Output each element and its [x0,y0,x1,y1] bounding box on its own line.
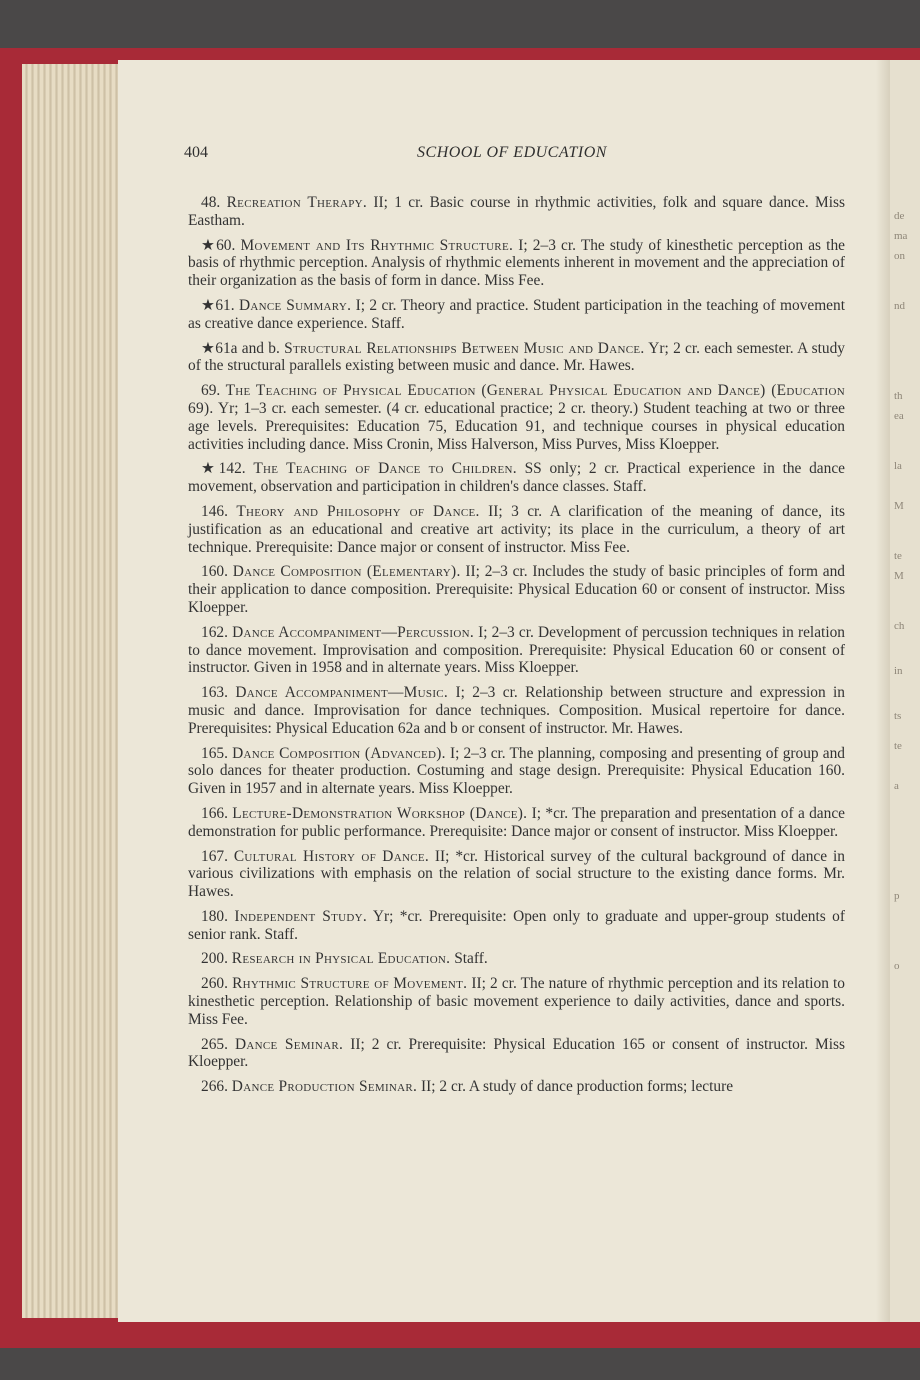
course-number: 167. [201,847,228,865]
course-number: 48. [201,194,221,211]
running-head: SCHOOL OF EDUCATION [417,144,607,161]
course-title: Dance Accompaniment—Percussion. [232,623,474,641]
course-description: I; 2–3 cr. Relationship between structure and expression in music and dance. Improvisation for dance techniques. Composition. Musical repertoire for dance. Prerequisites: Physical Education 62a and b or consent of instructor. Mr. Hawes. [188,684,845,737]
course-number: 180. [201,907,228,925]
course-description: SS only; 2 cr. Practical experience in the dance movement, observation and participation in children's dance classes. Staff. [188,460,845,496]
course-entry [188,950,845,968]
course-entry [188,624,845,677]
course-title: Structural Relationships Between Music and Dance. [284,339,645,357]
course-number: ★60. [201,236,236,254]
course-number: ★61. [201,296,235,314]
facing-page-fragment: te [894,550,902,562]
facing-page-fragment: p [894,890,900,902]
course-entry [188,848,845,901]
course-number: ★61a and b. [201,339,280,357]
course-number: 162. [201,623,228,641]
course-title: Rhythmic Structure of Movement. [232,975,468,993]
course-entry [188,805,845,841]
course-description: II; *cr. Historical survey of the cultural background of dance in various civilizations with emphasis on the relation of social structure to the existing dance forms. Mr. Hawes. [188,847,845,901]
course-number: 69. [201,382,221,400]
course-description: I; *cr. The preparation and presentation of a dance demonstration for public performance. Prerequisite: Dance major or consent of instructor. Miss Kloepper. [188,804,845,840]
course-description: II; 2–3 cr. Includes the study of basic principles of form and their application to dance composition. Prerequisite: Physical Education 60 or consent of instructor. Miss Kloepper. [188,563,845,616]
page-gutter [876,60,890,1322]
course-title: Dance Composition (Advanced). [232,744,446,762]
course-entry [188,684,845,737]
course-number: 266. [201,1078,228,1096]
facing-page-fragment: a [894,780,899,792]
course-title: Theory and Philosophy of Dance. [236,502,480,520]
course-description: II; 2 cr. The nature of rhythmic perception and its relation to kinesthetic perception. Relationship of basic movement experience to daily activities, dance and sports. Miss Fee. [188,975,845,1028]
facing-page-edge [888,60,920,1322]
course-entry [188,194,845,230]
facing-page-fragment: ch [894,620,905,632]
course-title: Dance Summary. [239,296,352,314]
course-description: I; 2 cr. Theory and practice. Student participation in the teaching of movement as creative dance experience. Staff. [188,296,845,332]
course-title: Movement and Its Rhythmic Structure. [240,236,514,254]
facing-page-fragment: la [894,460,902,472]
facing-page-fragment: ea [894,410,904,422]
course-description: Yr; 2 cr. each semester. A study of the structural parallels existing between music and dance. Mr. Hawes. [188,339,846,375]
course-number: 165. [201,744,228,762]
course-entry [188,1078,845,1096]
course-description: I; 2–3 cr. The planning, composing and presenting of group and solo dances for theater production. Costuming and stage design. Prerequisite: Physical Education 160. Given in 1957 and in alternate years. Miss Kloepper. [188,744,845,798]
course-title: Lecture-Demonstration Workshop (Dance). [232,804,528,822]
facing-page-fragment: th [894,390,903,402]
page-number: 404 [184,144,208,161]
course-description: Staff. [454,950,488,968]
course-title: Dance Composition (Elementary). [232,563,461,581]
facing-page-fragment: ma [894,230,908,242]
course-entry [188,563,845,616]
course-number: 260. [201,975,228,993]
course-description: II; 2 cr. Prerequisite: Physical Education 165 or consent of instructor. Miss Kloepper. [188,1035,845,1071]
course-number: 163. [201,684,228,702]
page-header [184,144,840,168]
facing-page-fragment: ts [894,710,902,722]
course-entry [188,237,845,290]
course-entry [188,460,845,496]
course-entry [188,745,845,798]
course-entry [188,382,845,453]
course-title: Recreation Therapy. [226,194,368,211]
course-number: 265. [201,1035,228,1053]
course-entry [188,908,845,944]
facing-page-fragment: o [894,960,900,972]
course-number: ★142. [201,460,246,478]
course-title: The Teaching of Physical Education (General Physical Education and Dance) (Education 69). [188,382,845,417]
course-title: Cultural History of Dance. [233,847,429,865]
course-description: I; 2–3 cr. The study of kinesthetic perception as the basis of rhythmic perception. Analysis of rhythmic elements inherent in movement and the appreciation of their organization as the basis of form in dance. Miss Fee. [188,236,845,290]
course-description: Yr; *cr. Prerequisite: Open only to graduate and upper-group students of senior rank. Staff. [188,907,845,943]
course-entry [188,975,845,1028]
course-title: Dance Production Seminar. [231,1078,418,1096]
facing-page-fragment: nd [894,300,905,312]
course-entry [188,297,845,333]
facing-page-fragment: on [894,250,905,262]
facing-page-fragment: in [894,665,903,677]
course-title: Dance Seminar. [235,1035,344,1053]
course-description: II; 2 cr. A study of dance production forms; lecture [421,1078,734,1096]
facing-page-fragment: de [894,210,905,222]
page-edges [22,64,122,1318]
course-number: 160. [201,563,228,581]
course-entry [188,340,845,376]
course-description: Yr; 1–3 cr. each semester. (4 cr. educational practice; 2 cr. theory.) Student teaching at two or three age levels. Prerequisites: Education 75, Education 91, and technique courses in physical education activities including dance. Miss Cronin, Miss Halverson, Miss Purves, Miss Kloepper. [188,399,845,453]
course-number: 146. [201,502,228,520]
course-list [188,194,845,1103]
course-number: 166. [201,804,228,822]
course-entry [188,1036,845,1072]
course-title: Independent Study. [234,907,367,925]
facing-page-fragment: te [894,740,902,752]
course-entry [188,503,845,556]
course-description: I; 2–3 cr. Development of percussion techniques in relation to dance movement. Improvisation and composition. Prerequisite: Physical Education 60 or consent of instructor. Given in 1958 and in alternate years. Miss Kloepper. [188,623,845,677]
course-number: 200. [201,950,228,968]
course-description: II; 3 cr. A clarification of the meaning of dance, its justification as an educational and creative art activity; its place in the curriculum, a theory of art technique. Prerequisite: Dance major or consent of instructor. Miss Fee. [188,502,845,556]
course-title: The Teaching of Dance to Children. [253,460,517,478]
course-description: II; 1 cr. Basic course in rhythmic activities, folk and square dance. Miss Eastham. [188,194,845,229]
course-title: Dance Accompaniment—Music. [235,684,449,702]
course-title: Research in Physical Education. [231,950,451,968]
facing-page-fragment: M [894,570,904,582]
facing-page-fragment: M [894,500,904,512]
